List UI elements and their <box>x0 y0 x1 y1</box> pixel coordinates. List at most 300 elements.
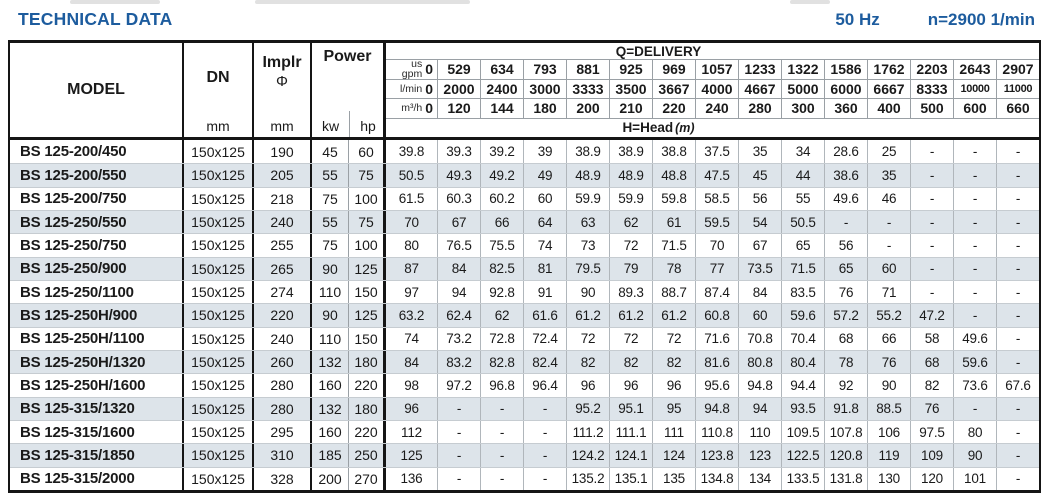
head-value-cell: - <box>523 398 566 420</box>
table-row <box>10 187 1039 210</box>
head-value-cell: 35 <box>867 164 910 186</box>
head-value-cell: 78 <box>824 351 867 373</box>
head-value-cell: 110 <box>738 421 781 443</box>
head-value-cell: 68 <box>824 328 867 350</box>
flow-value-cell: 1233 <box>738 60 781 80</box>
head-value-cell: 90 <box>867 374 910 396</box>
flow-value-zero: 0 <box>425 80 433 97</box>
head-value-cell: 73.2 <box>437 328 480 350</box>
flow-value-cell: 11000 <box>996 80 1039 100</box>
head-value-cell: - <box>996 304 1039 326</box>
impeller-cell: 265 <box>254 258 312 280</box>
spec-info <box>835 9 1035 30</box>
flow-unit-label: m³/h <box>401 102 423 114</box>
head-value-cell: 81.6 <box>695 351 738 373</box>
table-row <box>10 443 1039 466</box>
head-value-cell: 74 <box>404 331 419 347</box>
head-value-cell: 136 <box>400 471 423 487</box>
head-value-cell: - <box>953 188 996 210</box>
head-value-cell: 59.5 <box>695 211 738 233</box>
head-value-cell: 72 <box>609 328 652 350</box>
head-value-cell: - <box>996 468 1039 490</box>
dn-cell: 150x125 <box>184 421 254 443</box>
flow-value-cell: 5000 <box>781 80 824 100</box>
flow-value-cell: 300 <box>781 99 824 119</box>
head-value-cell: 67.6 <box>996 374 1039 396</box>
scan-artifact <box>790 0 830 4</box>
impeller-cell: 220 <box>254 304 312 326</box>
hp-cell: 60 <box>349 140 386 163</box>
head-value-cell: 88.7 <box>652 281 695 303</box>
impeller-cell: 280 <box>254 374 312 396</box>
dn-cell: 150x125 <box>184 444 254 466</box>
head-value-cell: 48.9 <box>566 164 609 186</box>
head-value-cell: - <box>953 281 996 303</box>
table-row <box>10 420 1039 443</box>
head-value-cell: 47.2 <box>910 304 953 326</box>
flow-value-cell: 2643 <box>953 60 996 80</box>
head-value-cell: 133.5 <box>781 468 824 490</box>
flow-value-cell: 881 <box>566 60 609 80</box>
model-cell: BS 125-315/1850 <box>10 444 184 466</box>
dn-unit-label: mm <box>206 118 230 134</box>
flow-value-cell: 634 <box>480 60 523 80</box>
flow-value-cell: 220 <box>652 99 695 119</box>
head-value-cell: 134 <box>738 468 781 490</box>
model-cell: BS 125-200/450 <box>10 140 184 163</box>
head-value-cell: 88.5 <box>867 398 910 420</box>
flow-value-cell: 8333 <box>910 80 953 100</box>
head-value-cell: 82 <box>910 374 953 396</box>
head-value-cell: 79.5 <box>566 258 609 280</box>
dn-column-header <box>184 43 254 137</box>
power-units <box>312 111 383 137</box>
flow-value-cell: 4667 <box>738 80 781 100</box>
model-cell: BS 125-250/550 <box>10 211 184 233</box>
head-value-cell: 73.6 <box>953 374 996 396</box>
head-value-cell: 73 <box>566 234 609 256</box>
head-value-cell: 131.8 <box>824 468 867 490</box>
impeller-cell: 310 <box>254 444 312 466</box>
head-value-cell: 67 <box>437 211 480 233</box>
head-value-cell: - <box>437 421 480 443</box>
head-value-cell: 96 <box>404 401 419 417</box>
head-value-cell: 94.8 <box>738 374 781 396</box>
head-value-cell: 62 <box>609 211 652 233</box>
head-value-cell: 83.5 <box>781 281 824 303</box>
flow-value-cell: 280 <box>738 99 781 119</box>
flow-unit-label: l/min <box>400 82 423 95</box>
flow-value-cell: 400 <box>867 99 910 119</box>
head-value-cell: 95.1 <box>609 398 652 420</box>
table-body <box>10 140 1039 490</box>
head-value-cell: 92 <box>824 374 867 396</box>
head-value-cell: 74 <box>523 234 566 256</box>
head-value-cell: 49 <box>523 164 566 186</box>
flow-value-cell: 3500 <box>609 80 652 100</box>
table-row <box>10 280 1039 303</box>
head-value-cell: - <box>480 421 523 443</box>
head-value-cell: 93.5 <box>781 398 824 420</box>
flow-unit-cell <box>386 57 437 81</box>
hp-cell: 100 <box>349 188 386 210</box>
impeller-cell: 328 <box>254 468 312 490</box>
power-column-header <box>312 43 386 137</box>
head-value-cell: 61.2 <box>652 304 695 326</box>
flow-value-cell: 10000 <box>953 80 996 100</box>
head-value-cell: 60 <box>523 188 566 210</box>
head-value-cell: 135.1 <box>609 468 652 490</box>
head-value-cell: 60.2 <box>480 188 523 210</box>
impeller-cell: 274 <box>254 281 312 303</box>
kw-cell: 90 <box>312 304 349 326</box>
head-value-cell: 64 <box>523 211 566 233</box>
head-value-cell: 55 <box>781 188 824 210</box>
head-title <box>386 119 1039 138</box>
kw-cell: 200 <box>312 468 349 490</box>
head-value-cell: 87 <box>404 261 419 277</box>
kw-cell: 132 <box>312 398 349 420</box>
head-value-cell: 71.5 <box>781 258 824 280</box>
head-value-cell: 89.3 <box>609 281 652 303</box>
head-value-cell: 56 <box>824 234 867 256</box>
dn-cell: 150x125 <box>184 374 254 396</box>
flow-unit-cell <box>386 99 437 119</box>
table-row <box>10 257 1039 280</box>
table-row <box>10 327 1039 350</box>
scan-artifact <box>70 0 160 4</box>
kw-cell: 160 <box>312 421 349 443</box>
head-value-cell: 73.5 <box>738 258 781 280</box>
impeller-cell: 260 <box>254 351 312 373</box>
flow-value-cell: 3000 <box>523 80 566 100</box>
model-cell: BS 125-315/1320 <box>10 398 184 420</box>
head-value-cell: 39.8 <box>398 144 425 160</box>
model-cell: BS 125-250/1100 <box>10 281 184 303</box>
head-value-cell: 84 <box>738 281 781 303</box>
table-row <box>10 140 1039 163</box>
dn-cell: 150x125 <box>184 188 254 210</box>
head-value-cell: 39.2 <box>480 140 523 163</box>
head-value-cell: 96 <box>652 374 695 396</box>
head-value-cell: 97.5 <box>910 421 953 443</box>
head-value-cell: - <box>996 398 1039 420</box>
flow-value-cell: 2907 <box>996 60 1039 80</box>
model-cell: BS 125-250H/1100 <box>10 328 184 350</box>
head-value-cell: 82.8 <box>480 351 523 373</box>
hp-cell: 125 <box>349 304 386 326</box>
head-value-cell: 97 <box>404 284 419 300</box>
head-value-cell: 82 <box>652 351 695 373</box>
head-value-cell: - <box>996 211 1039 233</box>
flow-value-zero: 0 <box>425 100 433 117</box>
kw-cell: 132 <box>312 351 349 373</box>
impeller-cell: 240 <box>254 211 312 233</box>
head-value-cell: 49.6 <box>953 328 996 350</box>
head-value-cell: 46 <box>867 188 910 210</box>
dn-cell: 150x125 <box>184 258 254 280</box>
head-value-cell: - <box>996 234 1039 256</box>
head-value-cell: - <box>910 258 953 280</box>
head-value-cell: 59.9 <box>566 188 609 210</box>
head-value-cell: 87.4 <box>695 281 738 303</box>
head-value-cell: 56 <box>738 188 781 210</box>
head-value-cell: 130 <box>867 468 910 490</box>
flow-unit-label: us gpm <box>401 57 423 81</box>
head-value-cell: 80 <box>404 237 419 253</box>
head-value-cell: 107.8 <box>824 421 867 443</box>
head-value-cell: 72 <box>566 328 609 350</box>
model-cell: BS 125-250H/1600 <box>10 374 184 396</box>
head-value-cell: - <box>910 211 953 233</box>
impeller-cell: 280 <box>254 398 312 420</box>
head-value-cell: 95.6 <box>695 374 738 396</box>
head-value-cell: - <box>910 164 953 186</box>
head-value-cell: 80.8 <box>738 351 781 373</box>
table-row <box>10 397 1039 420</box>
head-value-cell: 111.2 <box>566 421 609 443</box>
power-label: Power <box>323 48 372 65</box>
head-value-cell: 123.8 <box>695 444 738 466</box>
head-value-cell: - <box>996 164 1039 186</box>
model-cell: BS 125-250/750 <box>10 234 184 256</box>
impeller-cell: 240 <box>254 328 312 350</box>
head-value-cell: - <box>523 444 566 466</box>
dn-cell: 150x125 <box>184 211 254 233</box>
flow-value-cell: 969 <box>652 60 695 80</box>
head-value-cell: 76 <box>910 398 953 420</box>
hp-cell: 150 <box>349 328 386 350</box>
hp-cell: 250 <box>349 444 386 466</box>
head-value-cell: 95.2 <box>566 398 609 420</box>
head-value-cell: 61.2 <box>609 304 652 326</box>
head-value-cell: 82.5 <box>480 258 523 280</box>
head-label: H=Head <box>622 120 674 136</box>
head-value-cell: - <box>523 468 566 490</box>
head-value-cell: 49.2 <box>480 164 523 186</box>
head-value-cell: 91 <box>523 281 566 303</box>
table-row <box>10 163 1039 186</box>
technical-data-table <box>8 40 1041 493</box>
head-value-cell: 61.5 <box>398 191 425 207</box>
head-value-cell: 60 <box>867 258 910 280</box>
head-value-cell: 66 <box>480 211 523 233</box>
head-value-cell: - <box>523 421 566 443</box>
hp-cell: 150 <box>349 281 386 303</box>
head-value-cell: 96 <box>566 374 609 396</box>
impeller-column-header <box>254 43 312 137</box>
head-value-cell: 49.3 <box>437 164 480 186</box>
head-value-cell: 62.4 <box>437 304 480 326</box>
head-value-cell: 92.8 <box>480 281 523 303</box>
flow-value-cell: 529 <box>437 60 480 80</box>
head-value-cell: 134.8 <box>695 468 738 490</box>
head-value-cell: 60.3 <box>437 188 480 210</box>
head-value-cell: 135.2 <box>566 468 609 490</box>
flow-value-cell: 3667 <box>652 80 695 100</box>
impeller-cell: 218 <box>254 188 312 210</box>
flow-value-cell: 200 <box>566 99 609 119</box>
head-value-cell: - <box>480 468 523 490</box>
head-value-cell: 72 <box>652 328 695 350</box>
hp-cell: 75 <box>349 211 386 233</box>
delivery-title: Q=DELIVERY <box>386 43 1039 60</box>
head-value-cell: 70 <box>404 214 419 230</box>
head-value-cell: 98 <box>404 377 419 393</box>
head-value-cell: 96.4 <box>523 374 566 396</box>
head-value-cell: 106 <box>867 421 910 443</box>
head-value-cell: - <box>910 234 953 256</box>
kw-cell: 110 <box>312 281 349 303</box>
table-header <box>10 43 1039 140</box>
head-value-cell: 94 <box>437 281 480 303</box>
head-value-cell: 120 <box>910 468 953 490</box>
head-value-cell: 55.2 <box>867 304 910 326</box>
head-value-cell: 78 <box>652 258 695 280</box>
flow-value-cell: 3333 <box>566 80 609 100</box>
head-value-cell: 70.4 <box>781 328 824 350</box>
flow-value-cell: 1057 <box>695 60 738 80</box>
kw-cell: 110 <box>312 328 349 350</box>
dn-cell: 150x125 <box>184 328 254 350</box>
dn-label: DN <box>206 69 230 86</box>
head-value-cell: 44 <box>781 164 824 186</box>
head-value-cell: 111 <box>652 421 695 443</box>
kw-cell: 75 <box>312 234 349 256</box>
speed-label: n=2900 1/min <box>927 10 1035 29</box>
head-value-cell: 79 <box>609 258 652 280</box>
head-value-cell: 65 <box>781 234 824 256</box>
head-value-cell: 48.8 <box>652 164 695 186</box>
head-value-cell: 76.5 <box>437 234 480 256</box>
head-value-cell: 123 <box>738 444 781 466</box>
hp-cell: 180 <box>349 398 386 420</box>
kw-cell: 55 <box>312 164 349 186</box>
dn-cell: 150x125 <box>184 398 254 420</box>
head-value-cell: 124 <box>652 444 695 466</box>
flow-value-cell: 1762 <box>867 60 910 80</box>
head-value-cell: - <box>953 140 996 163</box>
flow-value-cell: 144 <box>480 99 523 119</box>
head-value-cell: 68 <box>910 351 953 373</box>
head-value-cell: 62 <box>480 304 523 326</box>
flow-value-cell: 6000 <box>824 80 867 100</box>
head-value-cell: - <box>996 140 1039 163</box>
hp-cell: 100 <box>349 234 386 256</box>
head-value-cell: - <box>480 444 523 466</box>
impeller-cell: 255 <box>254 234 312 256</box>
head-value-cell: 77 <box>695 258 738 280</box>
head-value-cell: - <box>996 351 1039 373</box>
head-value-cell: - <box>910 140 953 163</box>
head-value-cell: 109 <box>910 444 953 466</box>
head-value-cell: 124.2 <box>566 444 609 466</box>
head-value-cell: 94.4 <box>781 374 824 396</box>
head-value-cell: 49.6 <box>824 188 867 210</box>
flow-value-zero: 0 <box>425 61 433 78</box>
head-value-cell: 50.5 <box>398 167 425 183</box>
head-value-cell: - <box>996 258 1039 280</box>
table-row <box>10 373 1039 396</box>
model-cell: BS 125-315/2000 <box>10 468 184 490</box>
head-value-cell: 82 <box>609 351 652 373</box>
head-value-cell: 94 <box>738 398 781 420</box>
head-value-cell: 75.5 <box>480 234 523 256</box>
dn-cell: 150x125 <box>184 140 254 163</box>
head-value-cell: 60 <box>738 304 781 326</box>
head-value-cell: - <box>996 328 1039 350</box>
head-value-cell: 50.5 <box>781 211 824 233</box>
flow-unit-cell <box>386 80 437 100</box>
head-value-cell: 58.5 <box>695 188 738 210</box>
head-value-cell: 38.8 <box>652 140 695 163</box>
head-value-cell: 66 <box>867 328 910 350</box>
kw-unit-label: kw <box>321 118 340 134</box>
head-value-cell: 57.2 <box>824 304 867 326</box>
frequency-label: 50 Hz <box>835 10 880 29</box>
head-value-cell: 48.9 <box>609 164 652 186</box>
scan-artifact <box>255 0 470 4</box>
flow-value-cell: 360 <box>824 99 867 119</box>
table-row <box>10 350 1039 373</box>
dn-cell: 150x125 <box>184 351 254 373</box>
flow-value-cell: 660 <box>996 99 1039 119</box>
head-value-cell: 37.5 <box>695 140 738 163</box>
head-value-cell: 76 <box>867 351 910 373</box>
head-value-cell: 110.8 <box>695 421 738 443</box>
flow-value-cell: 6667 <box>867 80 910 100</box>
table-row <box>10 467 1039 490</box>
hp-unit-label: hp <box>349 111 386 137</box>
flow-value-cell: 793 <box>523 60 566 80</box>
head-value-cell: 82.4 <box>523 351 566 373</box>
head-value-cell: 84 <box>437 258 480 280</box>
head-value-cell: 47.5 <box>695 164 738 186</box>
flow-value-cell: 2000 <box>437 80 480 100</box>
head-value-cell: 71.6 <box>695 328 738 350</box>
head-value-cell: 83.2 <box>437 351 480 373</box>
head-value-cell: 54 <box>738 211 781 233</box>
table-row <box>10 233 1039 256</box>
flow-value-cell: 180 <box>523 99 566 119</box>
flow-value-cell: 1586 <box>824 60 867 80</box>
model-cell: BS 125-200/550 <box>10 164 184 186</box>
head-value-cell: 59.6 <box>781 304 824 326</box>
head-value-cell: 61 <box>652 211 695 233</box>
head-value-cell: 97.2 <box>437 374 480 396</box>
head-value-cell: 90 <box>953 444 996 466</box>
head-value-cell: - <box>953 211 996 233</box>
head-value-cell: 67 <box>738 234 781 256</box>
hp-cell: 125 <box>349 258 386 280</box>
head-value-cell: - <box>867 234 910 256</box>
head-value-cell: 70.8 <box>738 328 781 350</box>
page-title: TECHNICAL DATA <box>18 9 173 29</box>
head-value-cell: - <box>867 211 910 233</box>
impeller-label: Implr <box>262 54 302 71</box>
table-row <box>10 303 1039 326</box>
head-value-cell: - <box>437 398 480 420</box>
head-value-cell: 63 <box>566 211 609 233</box>
head-value-cell: 96 <box>609 374 652 396</box>
head-value-cell: 82 <box>566 351 609 373</box>
kw-cell: 45 <box>312 140 349 163</box>
model-cell: BS 125-250H/900 <box>10 304 184 326</box>
kw-cell: 75 <box>312 188 349 210</box>
impeller-cell: 295 <box>254 421 312 443</box>
dn-cell: 150x125 <box>184 304 254 326</box>
head-value-cell: 70 <box>695 234 738 256</box>
